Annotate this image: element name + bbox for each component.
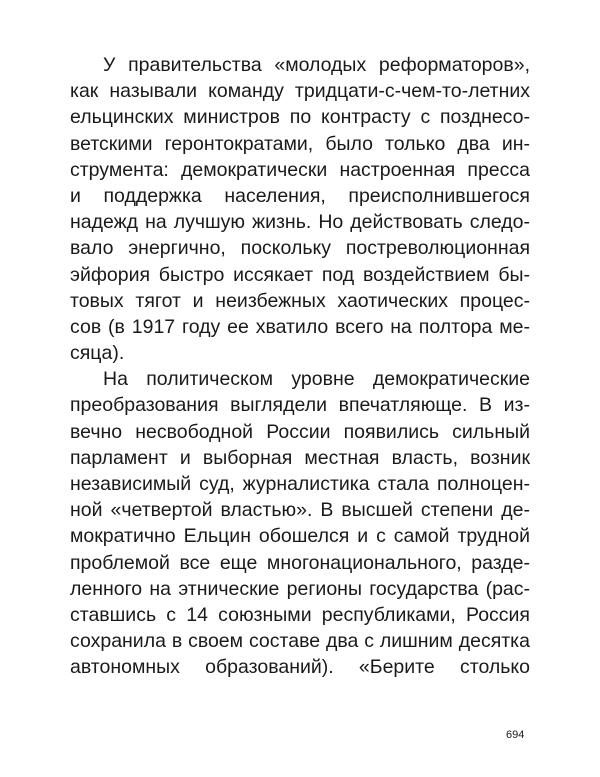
text-line: преобразования выглядели впечатляюще. В из- [70,394,530,417]
text-line: ленного на этнические регионы государства (рас- [70,577,530,600]
page-number: 694 [506,729,525,741]
text-line: сохранила в своем составе два с лишним десятка [70,630,530,653]
text-line: струмента: демократически настроенная пресса [70,158,530,181]
text-line: вало энергично, поскольку постреволюционная [70,237,530,260]
text-line: как называли команду тридцати-с-чем-то-летних [70,80,530,103]
text-line: надежд на лучшую жизнь. Но действовать следо- [70,211,530,234]
text-line: ельцинских министров по контрасту с позднесо- [70,106,530,129]
text-line: сов (в 1917 году ее хватило всего на полтора ме- [70,315,530,338]
text-line: вечно несвободной России появились сильный [70,420,530,443]
text-line: ставшись с 14 союзными республиками, Россия [70,603,530,626]
text-line: товых тягот и неизбежных хаотических процес- [70,289,530,312]
text-line: У правительства «молодых реформаторов», [103,54,530,76]
text-line: ветскими геронтократами, было только два ин- [70,132,530,155]
text-line: парламент и выборная местная власть, возник [70,446,530,469]
text-line: На политическом уровне демократические [103,368,530,391]
text-line: и поддержка населения, преисполнившегося [70,184,530,207]
text-line: автономных образований). «Берите столько [70,656,530,679]
text-line: мократично Ельцин обошелся и с самой трудной [70,525,530,548]
text-line: проблемой все еще многонационального, разде- [70,551,530,574]
text-line: независимый суд, журналистика стала полноцен- [70,473,530,495]
text-line: ной «четвертой властью». В высшей степени де- [70,499,530,522]
paragraph-2 [70,366,530,680]
paragraph-1 [70,52,530,366]
text-line: эйфория быстро иссякает под воздействием бы- [70,263,530,286]
text-line: сяца). [70,342,125,365]
document-body [70,52,530,681]
